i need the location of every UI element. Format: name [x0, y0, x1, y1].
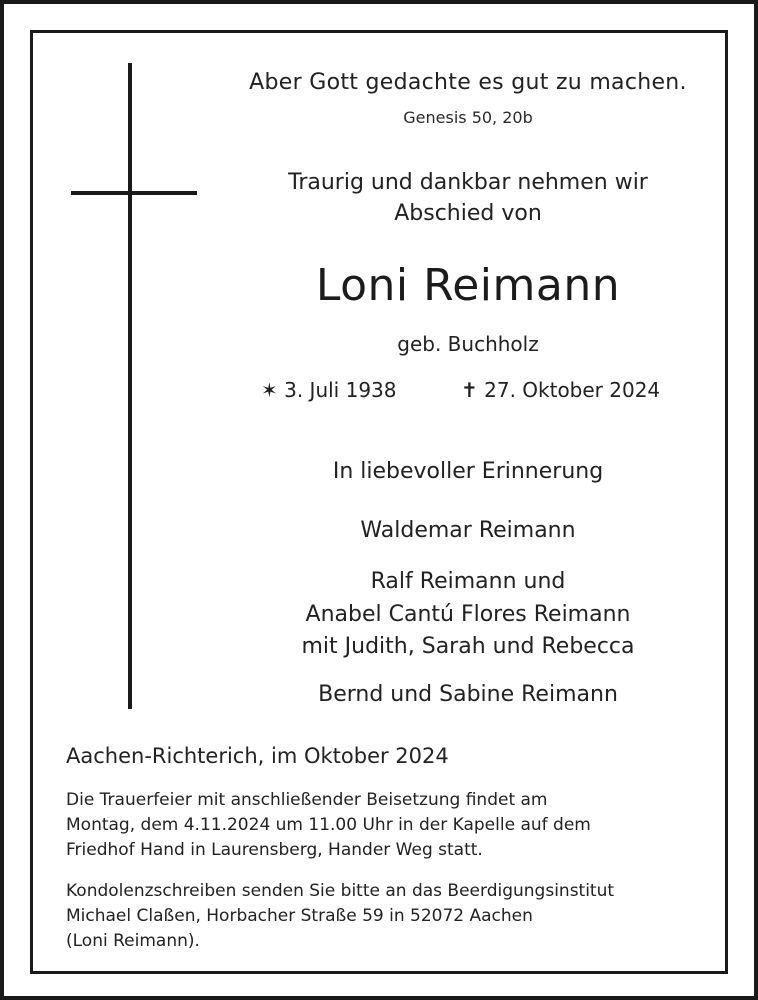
death-date: ✝ 27. Oktober 2024: [461, 378, 661, 402]
intro-line-1: Traurig und dankbar nehmen wir: [288, 170, 648, 195]
funeral-info-line-2: Montag, dem 4.11.2024 um 11.00 Uhr in der Kapelle auf dem: [66, 815, 591, 835]
place-date: Aachen-Richterich, im Oktober 2024: [66, 744, 449, 768]
mourner-group-2-line-3: mit Judith, Sarah und Rebecca: [301, 634, 635, 659]
funeral-info-line-3: Friedhof Hand in Laurensberg, Hander Weg statt.: [66, 840, 483, 860]
condolence-line-2: Michael Claßen, Horbacher Straße 59 in 52072 Aachen: [66, 906, 533, 926]
intro-line-2: Abschied von: [394, 201, 542, 226]
bible-quote: Aber Gott gedachte es gut zu machen.: [249, 70, 687, 95]
mourner-group-2-line-1: Ralf Reimann und: [370, 569, 566, 594]
cross-horizontal-bar: [71, 191, 197, 195]
cross-vertical-bar: [128, 63, 132, 709]
mourner-group-1: Waldemar Reimann: [360, 518, 576, 543]
memory-heading: In liebevoller Erinnerung: [332, 459, 604, 484]
maiden-name: geb. Buchholz: [397, 332, 539, 356]
birth-date: ✶ 3. Juli 1938: [261, 378, 397, 402]
deceased-name: Loni Reimann: [315, 260, 621, 311]
condolence-line-3: (Loni Reimann).: [66, 931, 200, 951]
mourner-group-2-line-2: Anabel Cantú Flores Reimann: [305, 602, 631, 627]
bible-reference: Genesis 50, 20b: [403, 108, 533, 127]
funeral-info-line-1: Die Trauerfeier mit anschließender Beisetzung findet am: [66, 790, 548, 810]
mourner-group-3: Bernd und Sabine Reimann: [318, 682, 618, 707]
condolence-line-1: Kondolenzschreiben senden Sie bitte an das Beerdigungsinstitut: [66, 881, 615, 901]
